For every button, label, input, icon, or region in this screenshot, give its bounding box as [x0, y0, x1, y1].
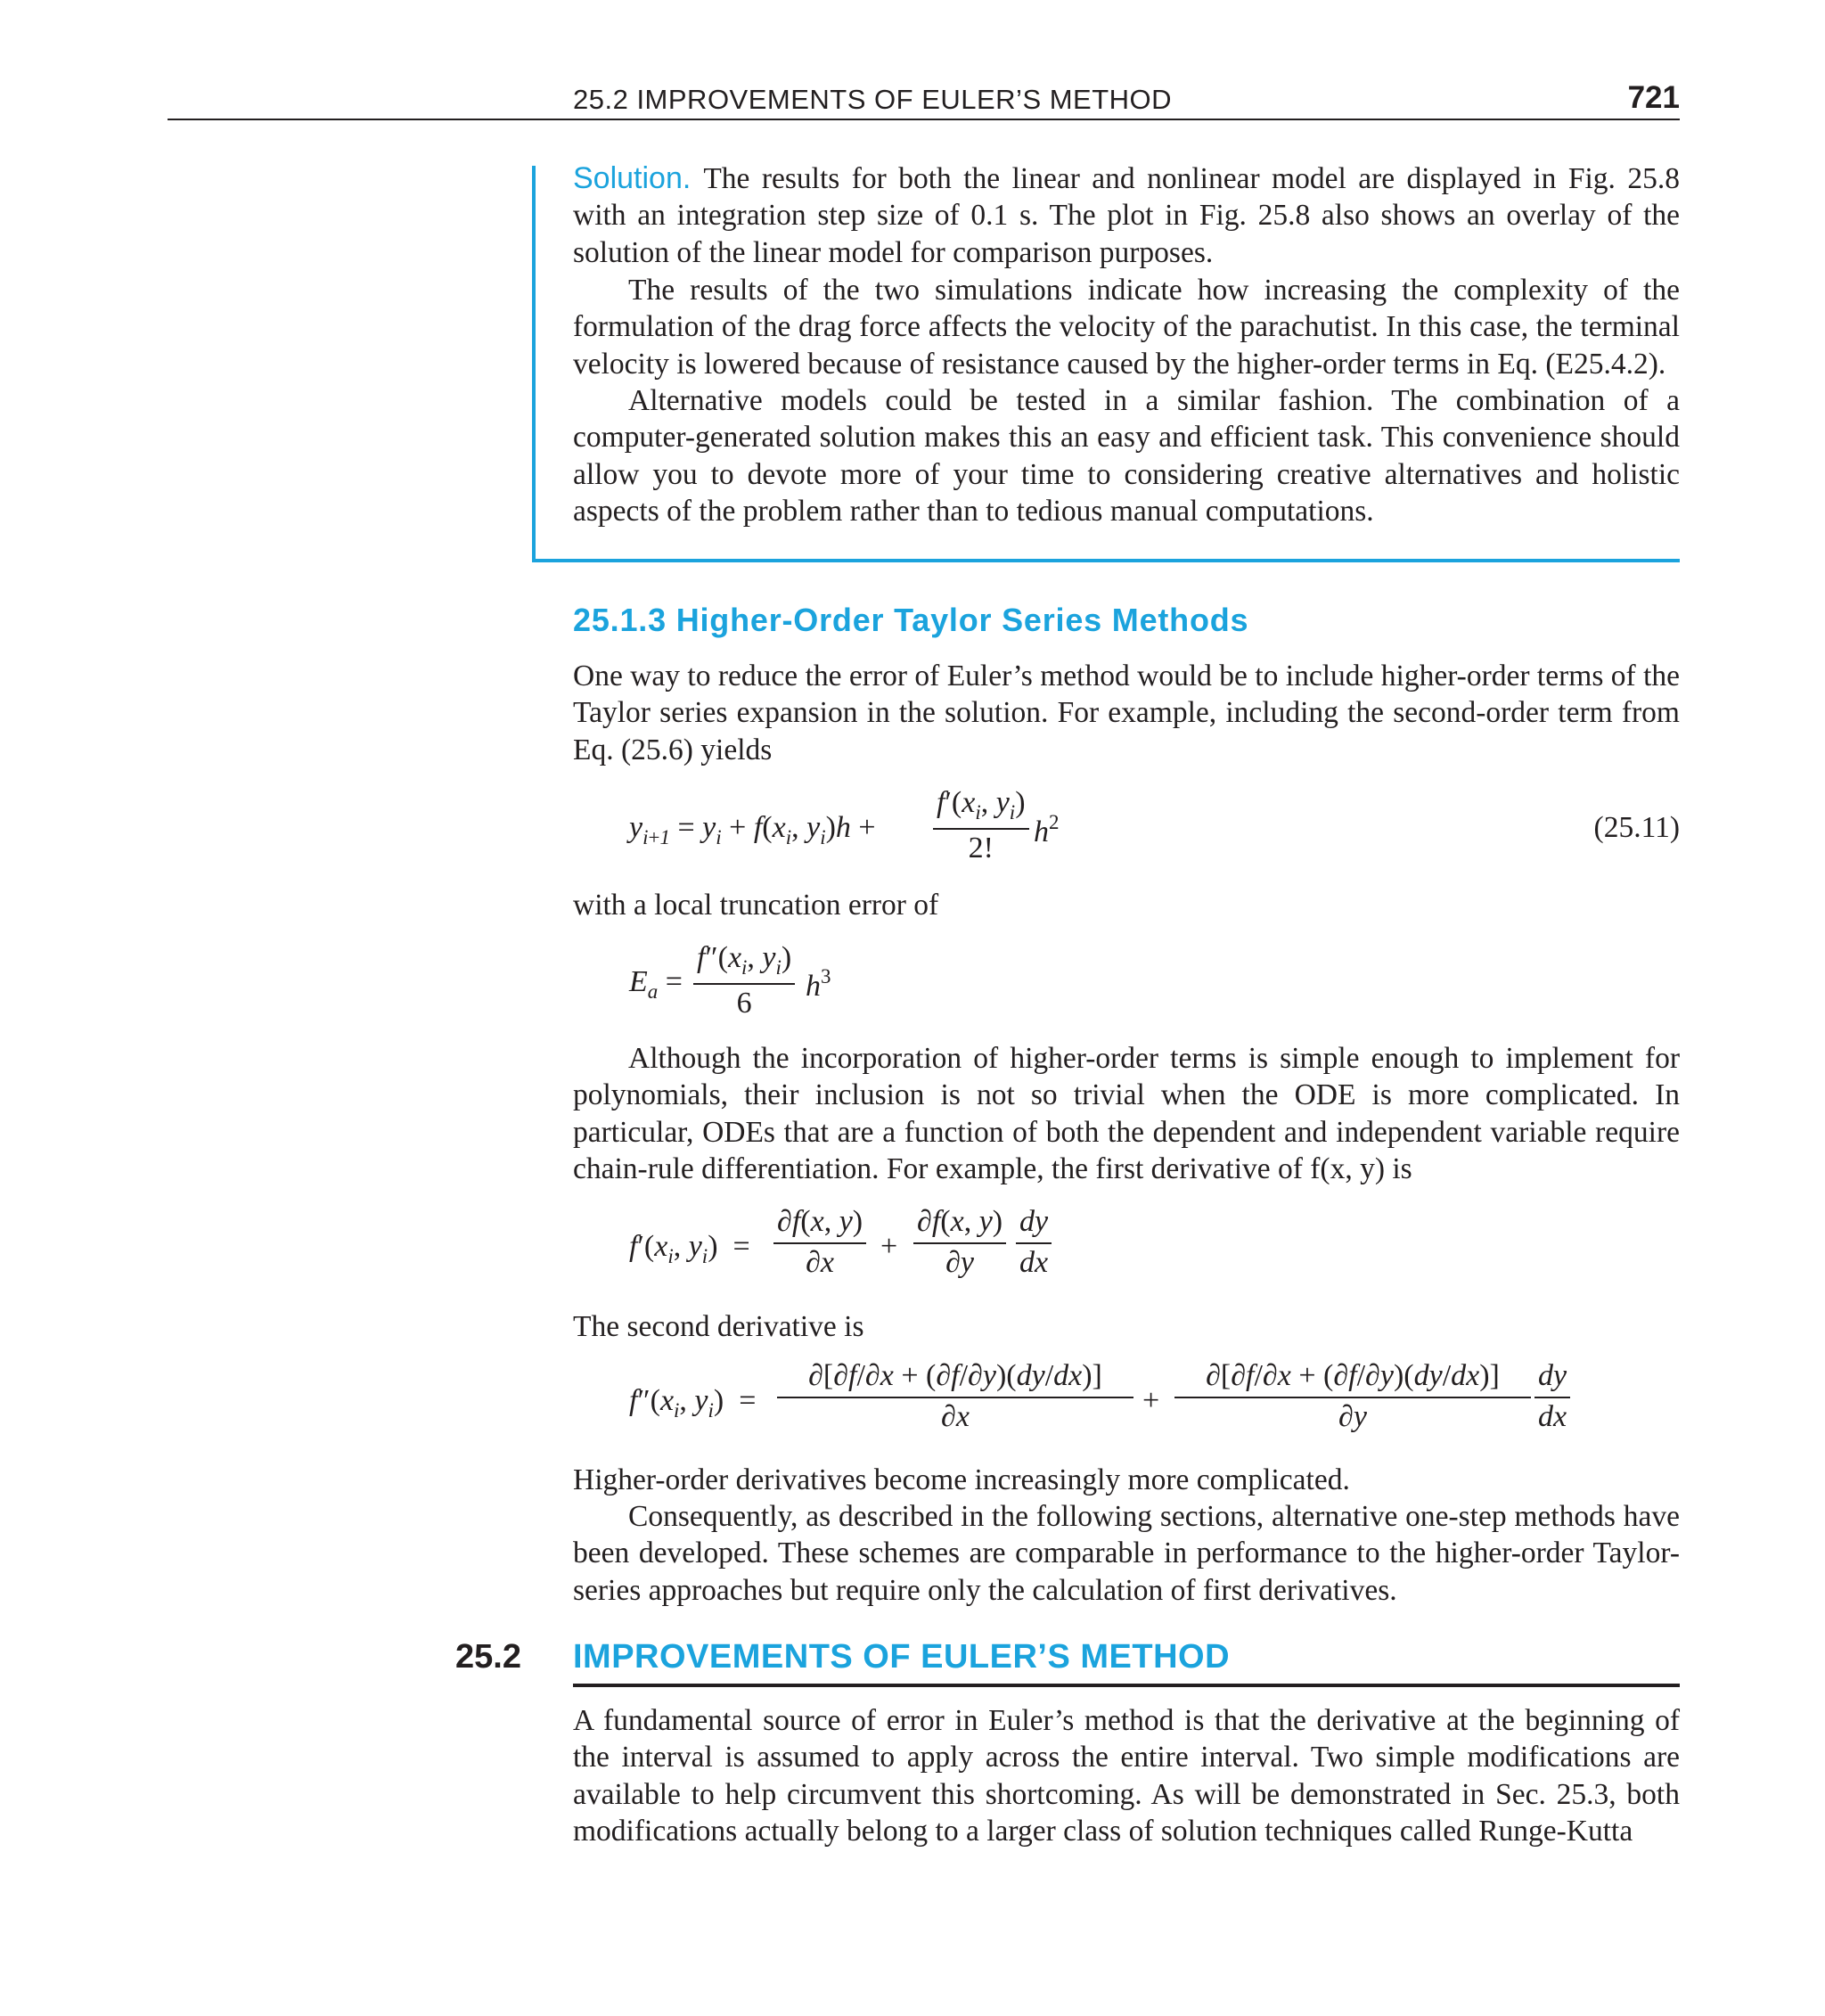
truncation-text: with a local truncation error of — [573, 889, 939, 922]
running-title: 25.2 IMPROVEMENTS OF EULER’S METHOD — [573, 84, 1173, 115]
eq-fd-frac1: ∂f(x, y) ∂x — [773, 1205, 866, 1280]
eq-25-11-h2: $h^2$ — [1034, 811, 1060, 848]
example-paragraph-3: Alternative models could be tested in a similar fashion. The combination of a computer-generated solution makes this an easy and efficient task. This convenience should allow you to devote more of your time to considering creative alternatives and holistic aspects of the problem rather than to tedious manual computations. — [573, 384, 1680, 528]
solution-paragraph — [573, 160, 1680, 271]
example-box-left-bar — [532, 166, 536, 562]
eq-sd-frac1: ∂[∂f/∂x + (∂f/∂y)(dy/dx)] ∂x — [777, 1359, 1133, 1434]
eq-fd-plus: + — [880, 1230, 898, 1263]
header-rule — [168, 119, 1680, 120]
solution-label: Solution. — [573, 161, 692, 195]
example-paragraph-2: The results of the two simulations indicate how increasing the complexity of the formulation of the drag force affects the velocity of the parachutist. In this case, the terminal velocity is lowered because of resistance caused by the higher-order terms in Eq. (E25.4.2). — [573, 274, 1680, 381]
eq-25-11-fraction: $f'(x_i$, $y_i$) 2! — [933, 786, 1029, 865]
section-paragraph: A fundamental source of error in Euler’s method is that the derivative at the beginning of the interval is assumed to apply across the entire interval. Two simple modifications are available to help circumvent this shortcoming. As will be demonstrated in Sec. 25.3, both modifications actually belong to a larger class of solution techniques called Runge-Kutta — [573, 1704, 1680, 1848]
section-rule — [573, 1684, 1680, 1687]
eq-25-11-lhs: $y_{i+1} = y_i + f(x_i$, $y_i)h$ + — [629, 811, 876, 848]
paragraph-although: Although the incorporation of higher-order terms is simple enough to implement for polynomials, their inclusion is not so trivial when the ODE is more complicated. In particular, ODEs that are a function of both the dependent and independent variable require chain-rule differentiation. For example, the first derivative of f(x, y) is — [573, 1042, 1680, 1185]
section-number: 25.2 — [455, 1638, 521, 1676]
eq-fd-frac2: ∂f(x, y) ∂y — [913, 1205, 1006, 1280]
eq-sd-frac2: ∂[∂f/∂x + (∂f/∂y)(dy/dx)] ∂y — [1174, 1359, 1531, 1434]
subsection-heading: 25.1.3 Higher-Order Taylor Series Methods — [573, 602, 1249, 638]
eq-ea-lhs: $E_a$ = — [629, 965, 683, 1003]
solution-text: The results for both the linear and nonlinear model are displayed in Fig. 25.8 with an integration step size of 0.1 s. The plot in Fig. 25.8 also shows an overlay of the solution of the linear model for comparison purposes. — [573, 162, 1680, 269]
eq-fd-frac3: dy dx — [1016, 1205, 1052, 1280]
example-box-bottom-rule — [532, 559, 1680, 562]
eq-ea-h3: $h^3$ — [806, 965, 831, 1003]
page-number: 721 — [1627, 80, 1680, 115]
paragraph-higher: Higher-order derivatives become increasingly more complicated. — [573, 1463, 1350, 1496]
eq-fd-lhs: $f'(x_i$, $y_i$) = — [629, 1230, 750, 1267]
eq-ea-fraction: $f''(x_i$, $y_i$) 6 — [693, 941, 795, 1020]
eq-sd-frac3: dy dx — [1534, 1359, 1570, 1434]
second-derivative-text: The second derivative is — [573, 1310, 864, 1343]
section-title: IMPROVEMENTS OF EULER’S METHOD — [573, 1638, 1231, 1676]
eq-sd-lhs: $f''(x_i$, $y_i$) = — [629, 1384, 757, 1422]
eq-sd-plus: + — [1142, 1384, 1160, 1417]
equation-number: (25.11) — [1593, 811, 1680, 844]
paragraph-consequently: Consequently, as described in the following sections, alternative one-step methods have been developed. These schemes are comparable in performance to the higher-order Taylor-series approaches but require only the calculation of first derivatives. — [573, 1500, 1680, 1607]
subsection-intro: One way to reduce the error of Euler’s method would be to include higher-order terms of the Taylor series expansion in the solution. For example, including the second-order term from Eq. (25.6) yields — [573, 660, 1680, 766]
